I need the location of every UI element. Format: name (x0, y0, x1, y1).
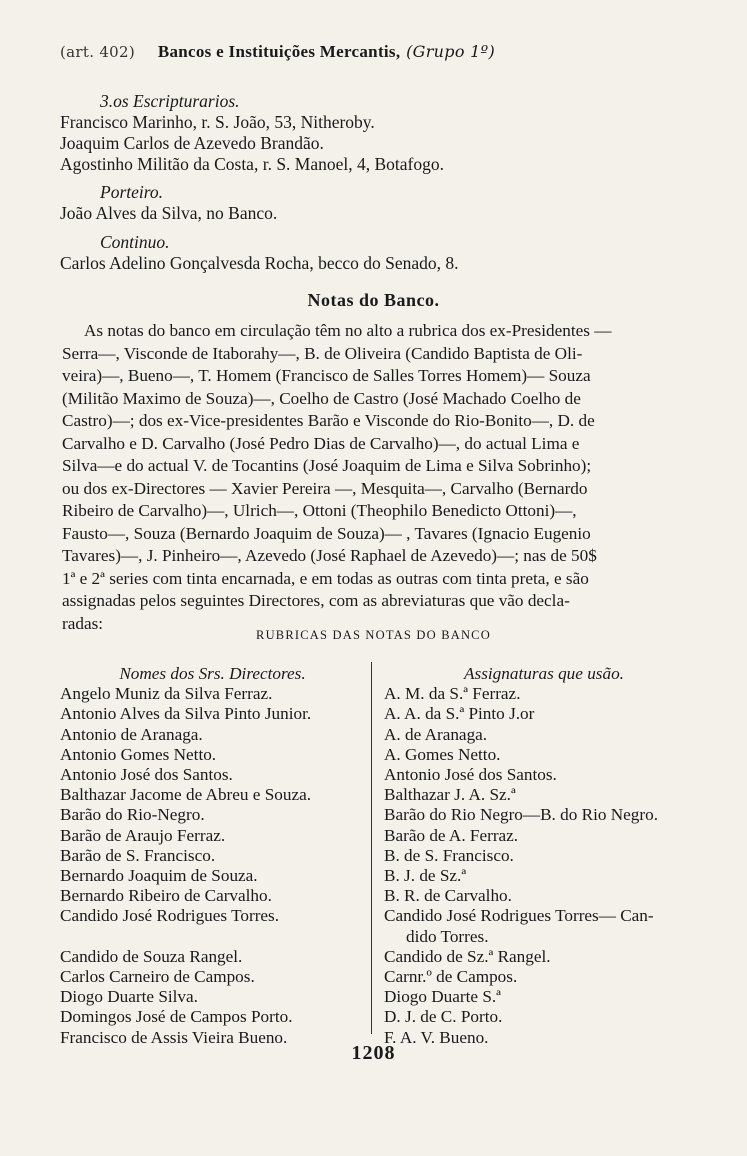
signatures-column (384, 664, 704, 1048)
staff-name: Joaquim Carlos de Azevedo Brandão. (60, 133, 324, 153)
director-name: Balthazar Jacome de Abreu e Souza. (60, 785, 312, 805)
director-name: Barão do Rio-Negro. (60, 805, 205, 825)
staff-name: João Alves da Silva, no Banco. (60, 203, 278, 223)
signatures-header: Assignaturas que usão. (464, 664, 624, 683)
signature: D. J. de C. Porto. (384, 1007, 503, 1027)
spacer-row (60, 927, 365, 947)
staff-name: Agostinho Militão da Costa, r. S. Manoel, 4, Botafogo. (60, 154, 445, 174)
directors-column (60, 664, 365, 1048)
paragraph-line: Tavares)—, J. Pinheiro—, Azevedo (José Raphael de Azevedo)—; nas de 50$ (62, 546, 597, 565)
director-name: Antonio de Aranaga. (60, 724, 203, 744)
paragraph-line: Fausto—, Souza (Bernardo Joaquim de Souza)— , Tavares (Ignacio Eugenio (62, 523, 591, 543)
role-continuo: Continuo. (100, 232, 170, 252)
signature: Carnr.º de Campos. (384, 967, 518, 987)
role-porteiro: Porteiro. (100, 182, 164, 202)
director-name: Antonio José dos Santos. (60, 765, 233, 785)
director-name: Candido de Souza Rangel. (60, 946, 243, 966)
paragraph-line: Ribeiro de Carvalho)—, Ulrich—, Ottoni (Theophilo Benedicto Ottoni)—, (62, 501, 577, 520)
paragraph-line: 1ª e 2ª series com tinta encarnada, e em todas as outras com tinta preta, e são (62, 568, 589, 588)
signature: Antonio José dos Santos. (384, 765, 557, 785)
staff-name: Francisco Marinho, r. S. João, 53, Nitheroby. (60, 112, 375, 132)
paragraph-line: assignadas pelos seguintes Directores, com as abreviaturas que vão decla- (62, 591, 570, 610)
signature: Balthazar J. A. Sz.ª (384, 785, 516, 805)
director-name: Bernardo Joaquim de Souza. (60, 866, 258, 886)
signature: Barão de A. Ferraz. (384, 825, 519, 845)
paragraph-line: Carvalho e D. Carvalho (José Pedro Dias de Carvalho)—, do actual Lima e (62, 433, 580, 453)
signature: B. de S. Francisco. (384, 845, 514, 865)
staff-name: Carlos Adelino Gonçalvesda Rocha, becco do Senado, 8. (60, 253, 459, 273)
paragraph-line: radas: (62, 613, 104, 633)
group-label: (Grupo 1º) (406, 42, 495, 61)
section-title: Bancos e Instituições Mercantis, (157, 42, 401, 61)
rubricas-heading: RUBRICAS DAS NOTAS DO BANCO (256, 628, 491, 642)
paragraph-line: Silva—e do actual V. de Tocantins (José Joaquim de Lima e Silva Sobrinho); (62, 456, 592, 475)
director-name: Domingos José de Campos Porto. (60, 1007, 293, 1027)
role-escripturarios: 3.os Escripturarios. (100, 91, 240, 111)
director-name: Diogo Duarte Silva. (60, 987, 198, 1007)
signature: Candido José Rodrigues Torres— Can- (384, 906, 654, 926)
running-header (60, 42, 700, 62)
director-name: Francisco de Assis Vieira Bueno. (60, 1027, 288, 1047)
paragraph-line: (Militão Maximo de Souza)—, Coelho de Castro (José Machado Coelho de (62, 388, 581, 408)
notes-paragraph (62, 320, 697, 635)
director-name: Carlos Carneiro de Campos. (60, 967, 255, 987)
paragraph-line: Castro)—; dos ex-Vice-presidentes Barão e Visconde do Rio-Bonito—, D. de (62, 411, 595, 430)
directors-header: Nomes dos Srs. Directores. (119, 664, 306, 683)
signature: A. A. da S.ª Pinto J.or (384, 704, 535, 724)
signature: B. R. de Carvalho. (384, 886, 512, 906)
signature: B. J. de Sz.ª (384, 866, 467, 886)
signature: A. de Aranaga. (384, 724, 488, 744)
director-name: Barão de Araujo Ferraz. (60, 825, 226, 845)
director-name: Bernardo Ribeiro de Carvalho. (60, 886, 272, 906)
director-name: Antonio Gomes Netto. (60, 744, 217, 764)
director-name: Barão de S. Francisco. (60, 845, 216, 865)
signature: F. A. V. Bueno. (384, 1027, 489, 1047)
signature-continuation: dido Torres. (406, 926, 489, 946)
signature: Candido de Sz.ª Rangel. (384, 946, 551, 966)
director-name: Candido José Rodrigues Torres. (60, 906, 280, 926)
article-code: (art. 402) (60, 43, 136, 61)
signature: A. M. da S.ª Ferraz. (384, 684, 521, 704)
director-name: Angelo Muniz da Silva Ferraz. (60, 684, 273, 704)
signature: Barão do Rio Negro—B. do Rio Negro. (384, 805, 659, 825)
paragraph-line: ou dos ex-Directores — Xavier Pereira —, Mesquita—, Carvalho (Bernardo (62, 478, 588, 498)
paragraph-line: veira)—, Bueno—, T. Homem (Francisco de Salles Torres Homem)— Souza (62, 366, 591, 385)
column-divider (371, 662, 372, 1034)
signature: Diogo Duarte S.ª (384, 987, 501, 1007)
paragraph-line: As notas do banco em circulação têm no alto a rubrica dos ex-Presidentes — (84, 321, 612, 340)
notes-heading: Notas do Banco. (307, 290, 440, 310)
signature: A. Gomes Netto. (384, 744, 501, 764)
director-name: Antonio Alves da Silva Pinto Junior. (60, 704, 312, 724)
paragraph-line: Serra—, Visconde de Itaborahy—, B. de Oliveira (Candido Baptista de Oli- (62, 343, 583, 363)
page-number: 1208 (351, 1042, 396, 1064)
